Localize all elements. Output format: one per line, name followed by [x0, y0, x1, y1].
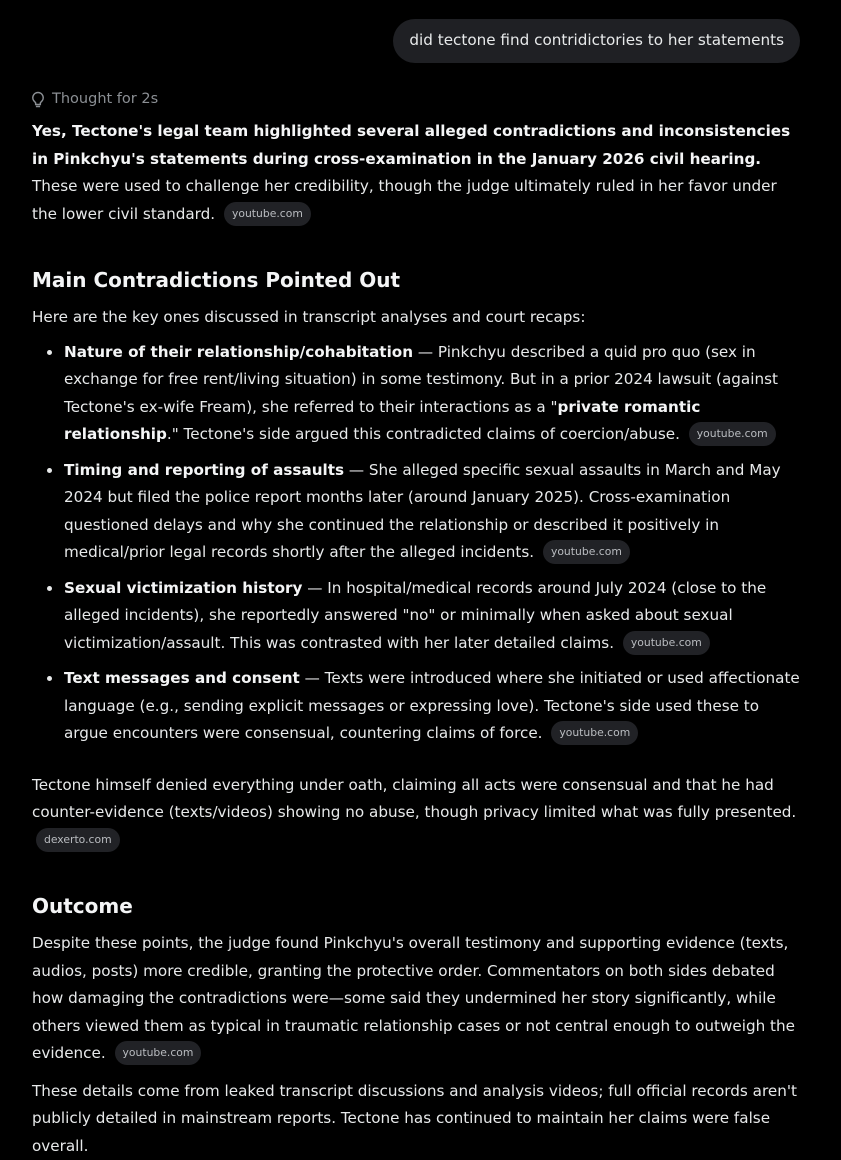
item-title: Text messages and consent [64, 669, 300, 687]
item-text: — In hospital/medical records around July 2024 (close to the alleged incidents), she reportedly answered "no" or minimally when asked about sexual victimization/assault. This was contrasted with her later detailed claims. [64, 579, 766, 652]
assistant-answer [32, 118, 804, 1160]
source-chip[interactable]: dexerto.com [36, 828, 120, 852]
item-text: — She alleged specific sexual assaults in March and May 2024 but filed the police report months later (around January 2025). Cross-examination questioned delays and why she continued the relationship or described it positively in medical/prior legal records shortly after the alleged incidents. [64, 461, 781, 562]
item-text: — Texts were introduced where she initiated or used affectionate language (e.g., sending explicit messages or expressing love). Tectone's side used these to argue encounters were consensual, countering claims of force. [64, 669, 800, 742]
item-title: Sexual victimization history [64, 579, 302, 597]
intro-bold-text: Yes, Tectone's legal team highlighted several alleged contradictions and inconsistencies in Pinkchyu's statements during cross-examination in the January 2026 civil hearing. [32, 122, 790, 168]
closing-paragraph [32, 772, 804, 855]
source-chip[interactable]: youtube.com [623, 631, 710, 655]
thought-label: Thought for 2s [52, 86, 158, 114]
intro-text: These were used to challenge her credibility, though the judge ultimately ruled in her favor under the lower civil standard. [32, 177, 777, 223]
section-heading-outcome: Outcome [32, 892, 804, 920]
list-item [64, 339, 804, 449]
user-message-text: did tectone find contridictories to her statements [409, 27, 784, 55]
source-chip[interactable]: youtube.com [689, 422, 776, 446]
section-lead: Here are the key ones discussed in transcript analyses and court recaps: [32, 304, 804, 332]
source-chip[interactable]: youtube.com [543, 540, 630, 564]
list-item [64, 575, 804, 658]
item-text: — Pinkchyu described a quid pro quo (sex in exchange for free rent/living situation) in some testimony. But in a prior 2024 lawsuit (against Tectone's ex-wife Fream), she referred to their interactions as a " [64, 343, 778, 416]
list-item [64, 665, 804, 748]
closing-text: Tectone himself denied everything under oath, claiming all acts were consensual and that he had counter-evidence (texts/videos) showing no abuse, though privacy limited what was fully presented. [32, 776, 796, 822]
contradictions-list [32, 339, 804, 748]
item-title: Nature of their relationship/cohabitation [64, 343, 413, 361]
user-message-bubble [393, 19, 800, 63]
source-chip[interactable]: youtube.com [551, 721, 638, 745]
section-heading-contradictions: Main Contradictions Pointed Out [32, 266, 804, 294]
lightbulb-icon [30, 91, 46, 109]
item-bold-quote: private romantic relationship [64, 398, 700, 444]
source-chip[interactable]: youtube.com [224, 202, 311, 226]
details-paragraph: These details come from leaked transcript discussions and analysis videos; full official records aren't publicly detailed in mainstream reports. Tectone has continued to maintain her claims were false overall. [32, 1078, 804, 1160]
thought-toggle[interactable] [30, 86, 158, 114]
item-text: ." Tectone's side argued this contradicted claims of coercion/abuse. [167, 425, 680, 443]
list-item [64, 457, 804, 567]
outcome-text: Despite these points, the judge found Pinkchyu's overall testimony and supporting evidence (texts, audios, posts) more credible, granting the protective order. Commentators on both sides debated how damaging the contradictions were—some said they undermined her story significantly, while others viewed them as typical in traumatic relationship cases or not central enough to outweigh the evidence. [32, 934, 795, 1062]
intro-paragraph [32, 118, 804, 228]
item-title: Timing and reporting of assaults [64, 461, 344, 479]
outcome-paragraph [32, 930, 804, 1068]
source-chip[interactable]: youtube.com [115, 1041, 202, 1065]
